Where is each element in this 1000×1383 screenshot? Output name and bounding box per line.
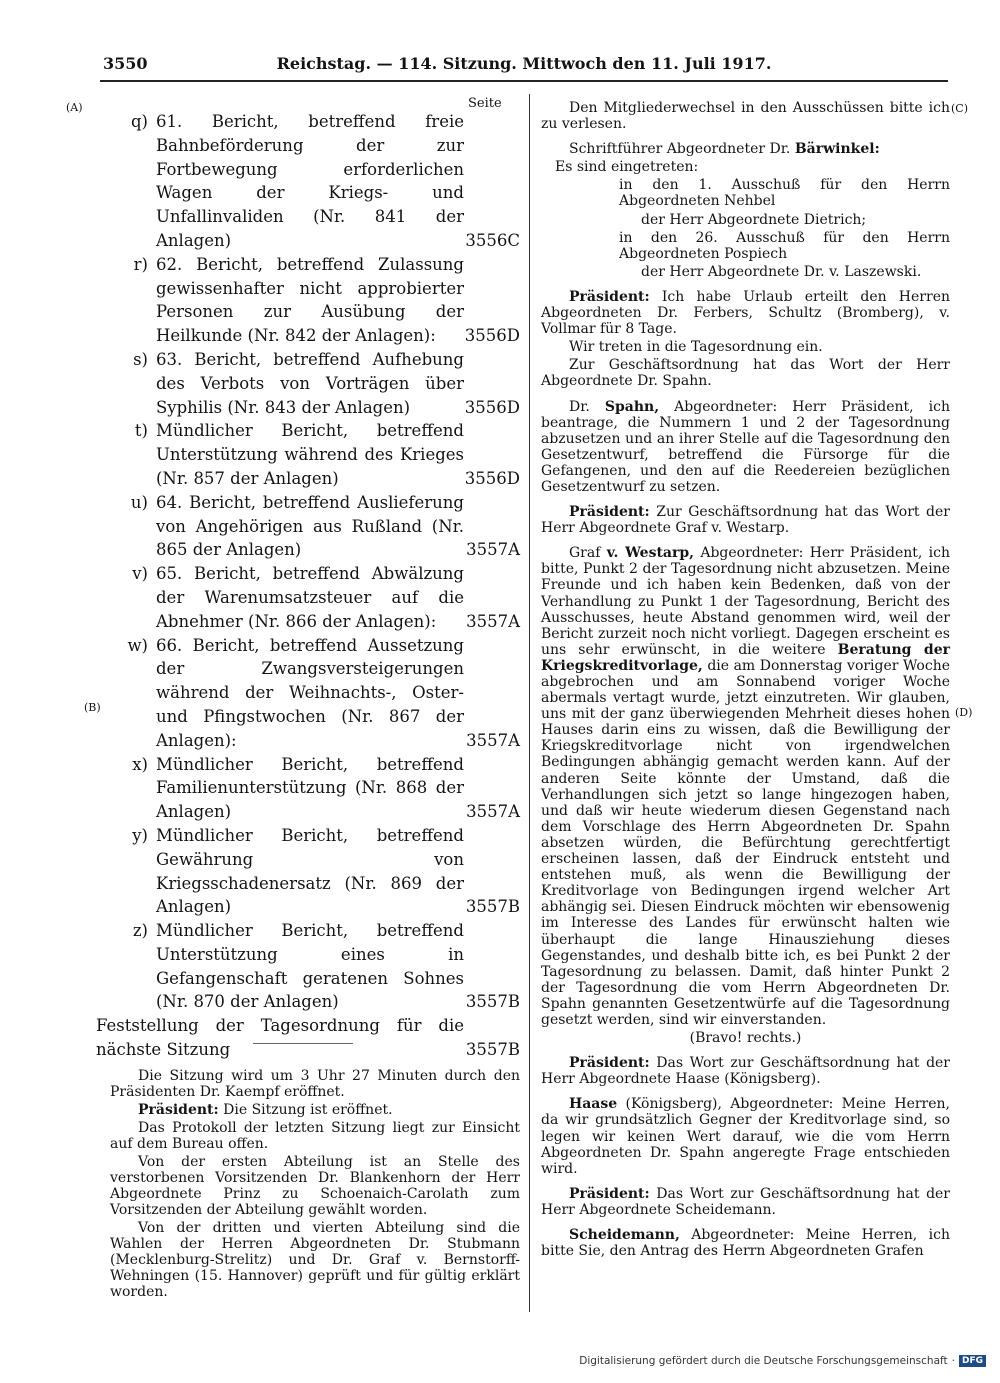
paragraph: Von der ersten Abteilung ist an Stelle des verstorbenen Vorsitzenden Dr. Blankenhorn der Herr Abgeordnete Prinz zu Schoenaich-Carolath zum Vorsitzenden der Abteilung gewählt worden. xyxy=(110,1154,520,1218)
speech-text: Das Wort zur Geschäftsordnung hat der Herr Abgeordnete Haase (Königsberg). xyxy=(541,1055,951,1088)
page-number: 3550 xyxy=(103,54,148,73)
speaker-name: Scheidemann, xyxy=(569,1227,680,1243)
agenda-item xyxy=(110,824,520,919)
agenda-letter: y) xyxy=(132,825,148,845)
margin-mark-b: (B) xyxy=(84,701,101,714)
running-title: Reichstag. — 114. Sitzung. Mittwoch den 11. Juli 1917. xyxy=(276,54,772,73)
list-line: der Herr Abgeordnete Dietrich; xyxy=(641,211,867,228)
speaker-name: Präsident: xyxy=(569,1185,650,1202)
speaker-title: Dr. xyxy=(569,398,590,415)
agenda-final-page-ref: 3557B xyxy=(465,1040,520,1060)
applause-note: (Bravo! rechts.) xyxy=(689,1030,802,1047)
agenda-text: Mündlicher Bericht, betreffend Unterstützung während des Krieges (Nr. 857 der Anlagen) xyxy=(156,421,464,488)
seite-label: Seite xyxy=(468,96,502,111)
section-separator xyxy=(253,1043,353,1044)
paragraph xyxy=(541,1055,950,1087)
paragraph xyxy=(541,545,950,1028)
agenda-text: Mündlicher Bericht, betreffend Unterstützung eines in Gefangenschaft geratenen Sohnes (Nr. 870 der Anlagen) xyxy=(156,921,464,1012)
emphasis-text: Beratung der Kriegskreditvorlage, xyxy=(541,641,950,674)
agenda-item xyxy=(110,562,520,633)
agenda-page-ref: 3557A xyxy=(466,540,520,560)
agenda-letter: v) xyxy=(132,564,148,584)
digitization-footer xyxy=(579,1355,986,1367)
agenda-page-ref: 3557A xyxy=(466,611,520,631)
paragraph xyxy=(541,141,950,157)
paragraph: Zur Geschäftsordnung hat das Wort der Herr Abgeordnete Dr. Spahn. xyxy=(541,357,950,390)
margin-mark-c: (C) xyxy=(951,102,968,115)
speech-text: Abgeordneter: Herr Präsident, ich beantrage, die Nummern 1 und 2 der Tagesordnung abzusetzen und an ihrer Stelle auf die Tagesordnung den Gesetzentwurf, betreffend die Fürsorge für die Gefangenen, und den auf die Reedereien bezüglichen Gesetzentwurf zu setzen. xyxy=(541,398,951,495)
list-line: der Herr Abgeordnete Dr. v. Laszewski. xyxy=(641,263,922,280)
speech-text: Abgeordneter: Meine Herren, ich bitte Sie, den Antrag des Herrn Abgeordneten Grafen xyxy=(541,1227,950,1260)
agenda-text: 65. Bericht, betreffend Abwälzung der Warenumsatzsteuer auf die Abnehmer (Nr. 866 der Anlagen): xyxy=(156,564,464,631)
column-divider xyxy=(529,94,530,1312)
margin-mark-d: (D) xyxy=(955,706,973,719)
agenda-item xyxy=(110,491,520,562)
speaker-name: v. Westarp, xyxy=(606,545,695,562)
agenda-letter: u) xyxy=(130,492,148,512)
margin-mark-a: (A) xyxy=(66,101,83,114)
agenda-text: Mündlicher Bericht, betreffend Familienunterstützung (Nr. 868 der Anlagen) xyxy=(156,754,464,822)
agenda-page-ref: 3557B xyxy=(465,992,520,1012)
agenda-item xyxy=(110,419,520,490)
agenda-item xyxy=(110,634,520,753)
speaker-name: Präsident: xyxy=(569,1055,650,1072)
agenda-item xyxy=(110,753,520,824)
agenda-letter: t) xyxy=(134,421,148,441)
agenda-page-ref: 3557A xyxy=(466,730,520,750)
list-line: Es sind eingetreten: xyxy=(555,159,699,176)
paragraph xyxy=(541,504,950,536)
agenda-page-ref: 3556D xyxy=(464,468,520,488)
speaker-name: Präsident: xyxy=(138,1102,219,1118)
paragraph: Den Mitgliederwechsel in den Ausschüssen bitte ich zu verlesen. xyxy=(541,100,950,133)
speech-text: Abgeordneter: Herr Präsident, ich bitte, Punkt 2 der Tagesordnung nicht abzusetzen. Meine Freunde und ich haben kein Bedenken, daß von der Verhandlung zu Punkt 1 der Tagesordnung, Bericht des Ausschusses, heute Abstand genommen wird, weil der Bericht zurzeit noch nicht vorliegt. Dagegen erscheint es uns sehr erwünscht, in die weitere xyxy=(541,545,951,658)
agenda-item xyxy=(110,253,520,348)
agenda-list xyxy=(96,110,520,1062)
agenda-item xyxy=(110,348,520,419)
agenda-text: 62. Bericht, betreffend Zulassung gewissenhafter nicht approbierter Personen zur Ausübung der Heilkunde (Nr. 842 der Anlagen): xyxy=(156,254,464,346)
agenda-page-ref: 3556D xyxy=(464,397,520,417)
speaker-name: Haase xyxy=(569,1096,618,1113)
paragraph xyxy=(541,1186,950,1218)
speech-text: Das Wort zur Geschäftsordnung hat der Herr Abgeordnete Scheidemann. xyxy=(541,1185,951,1218)
agenda-letter: x) xyxy=(132,754,148,774)
paragraph xyxy=(541,289,950,337)
agenda-final-item xyxy=(96,1014,520,1062)
paragraph xyxy=(541,1227,950,1259)
speaker-title: Graf xyxy=(569,545,601,562)
agenda-text: 61. Bericht, betreffend freie Bahnbeförderung der zur Fortbewegung erforderlichen Wagen der Kriegs- und Unfallinvaliden (Nr. 841 der Anlagen) xyxy=(156,112,464,250)
agenda-letter: r) xyxy=(133,254,148,274)
paragraph xyxy=(541,1096,950,1176)
agenda-final-text: Feststellung der Tagesordnung für die nächste Sitzung xyxy=(96,1016,464,1060)
footer-bullet: · xyxy=(951,1355,955,1367)
speech-text: Zur Geschäftsordnung hat das Wort der Herr Abgeordnete Graf v. Westarp. xyxy=(541,504,950,537)
left-column-proceedings xyxy=(110,1068,520,1302)
paragraph: Das Protokoll der letzten Sitzung liegt zur Einsicht auf dem Bureau offen. xyxy=(110,1120,520,1152)
paragraph: Von der dritten und vierten Abteilung sind die Wahlen der Herren Abgeordneten Dr. Stubmann (Mecklenburg-Strelitz) und Dr. Graf v. Bernstorff-Wehningen (15. Hannover) geprüft und für gültig erklärt worden. xyxy=(110,1220,520,1300)
agenda-page-ref: 3557B xyxy=(465,897,520,917)
agenda-page-ref: 3556C xyxy=(465,230,520,250)
page-header xyxy=(100,52,948,82)
agenda-item xyxy=(110,919,520,1014)
speaker-name: Bärwinkel: xyxy=(794,141,880,158)
speech-text: die am Donnerstag voriger Woche abgebrochen und am Sonnabend voriger Woche abermals vertagt wurde, jetzt einzutreten. Wir glauben, uns mit der ganz überwiegenden Mehrheit dieses hohen Hauses darin eins zu wissen, daß die Bewilligung der Kriegskreditvorlage nicht von irgendwelchen Bedingungen abhängig gemacht werden kann. Auf der anderen Seite könnte der Umstand, daß die Verhandlungen sich jetzt so lange hingezogen haben, und daß wir heute wiederum diesen Gegenstand nach dem Vorschlage des Herrn Abgeordneten Dr. Spahn absetzen würden, die Befürchtung gerechtfertigt erscheinen lassen, daß der Eindruck entsteht und entstehen muß, als wenn die Bewilligung der Kreditvorlage von Bedingungen irgend welcher Art abhängig sei. Diesen Eindruck möchten wir ebensowenig im Interesse des Landes für erwünscht halten wie überhaupt die lange Hinausziehung dieses Gegenstandes, und deshalb bitte ich, es bei Punkt 2 der Tagesordnung zu belassen. Damit, daß hinter Punkt 2 der Tagesordnung die vom Herrn Abgeordneten Dr. Spahn genannten Gesetzentwürfe auf die Tagesordnung gesetzt werden, sind wir einverstanden. xyxy=(541,657,951,1028)
agenda-item xyxy=(110,110,520,253)
speaker-name: Präsident: xyxy=(569,504,650,521)
agenda-letter: s) xyxy=(133,349,148,369)
agenda-text: Mündlicher Bericht, betreffend Gewährung von Kriegsschadenersatz (Nr. 869 der Anlagen) xyxy=(156,825,464,917)
list-line: in den 1. Ausschuß für den Herrn Abgeordneten Nehbel xyxy=(619,177,950,210)
paragraph xyxy=(110,1102,520,1118)
agenda-page-ref: 3557A xyxy=(466,802,520,822)
speaker-name: Spahn, xyxy=(604,398,660,415)
agenda-text: 66. Bericht, betreffend Aussetzung der Zwangsversteigerungen während der Weihnachts-, Oster- und Pfingstwochen (Nr. 867 der Anlagen): xyxy=(156,635,464,750)
paragraph xyxy=(541,399,950,496)
paragraph: Wir treten in die Tagesordnung ein. xyxy=(569,339,823,356)
list-line: in den 26. Ausschuß für den Herrn Abgeordneten Pospiech xyxy=(619,229,950,262)
agenda-letter: q) xyxy=(131,112,148,131)
speech-text: Die Sitzung ist eröffnet. xyxy=(223,1102,393,1118)
agenda-text: 64. Bericht, betreffend Auslieferung von Angehörigen aus Rußland (Nr. 865 der Anlagen) xyxy=(156,492,464,560)
session-opening: Die Sitzung wird um 3 Uhr 27 Minuten durch den Präsidenten Dr. Kaempf eröffnet. xyxy=(110,1068,520,1100)
agenda-page-ref: 3556D xyxy=(464,326,520,346)
footer-text: Digitalisierung gefördert durch die Deutsche Forschungsgemeinschaft xyxy=(579,1355,948,1367)
agenda-letter: z) xyxy=(132,921,148,941)
agenda-letter: w) xyxy=(127,635,148,655)
speaker-title: Schriftführer Abgeordneter Dr. xyxy=(569,141,791,158)
speech-text: Ich habe Urlaub erteilt den Herren Abgeordneten Dr. Ferbers, Schultz (Bromberg), v. Vollmar für 8 Tage. xyxy=(541,288,950,338)
agenda-text: 63. Bericht, betreffend Aufhebung des Verbots von Vorträgen über Syphilis (Nr. 843 der Anlagen) xyxy=(156,349,464,417)
speaker-name: Präsident: xyxy=(569,288,650,305)
speech-text: (Königsberg), Abgeordneter: Meine Herren, da wir grundsätzlich Gegner der Kreditvorlage sind, so legen wir keinen Wert darauf, wie die vom Herrn Abgeordneten Dr. Spahn angeregte Frage entschieden wird. xyxy=(541,1096,950,1177)
right-column-proceedings xyxy=(541,100,950,1261)
dfg-logo-icon: DFG xyxy=(959,1355,986,1367)
